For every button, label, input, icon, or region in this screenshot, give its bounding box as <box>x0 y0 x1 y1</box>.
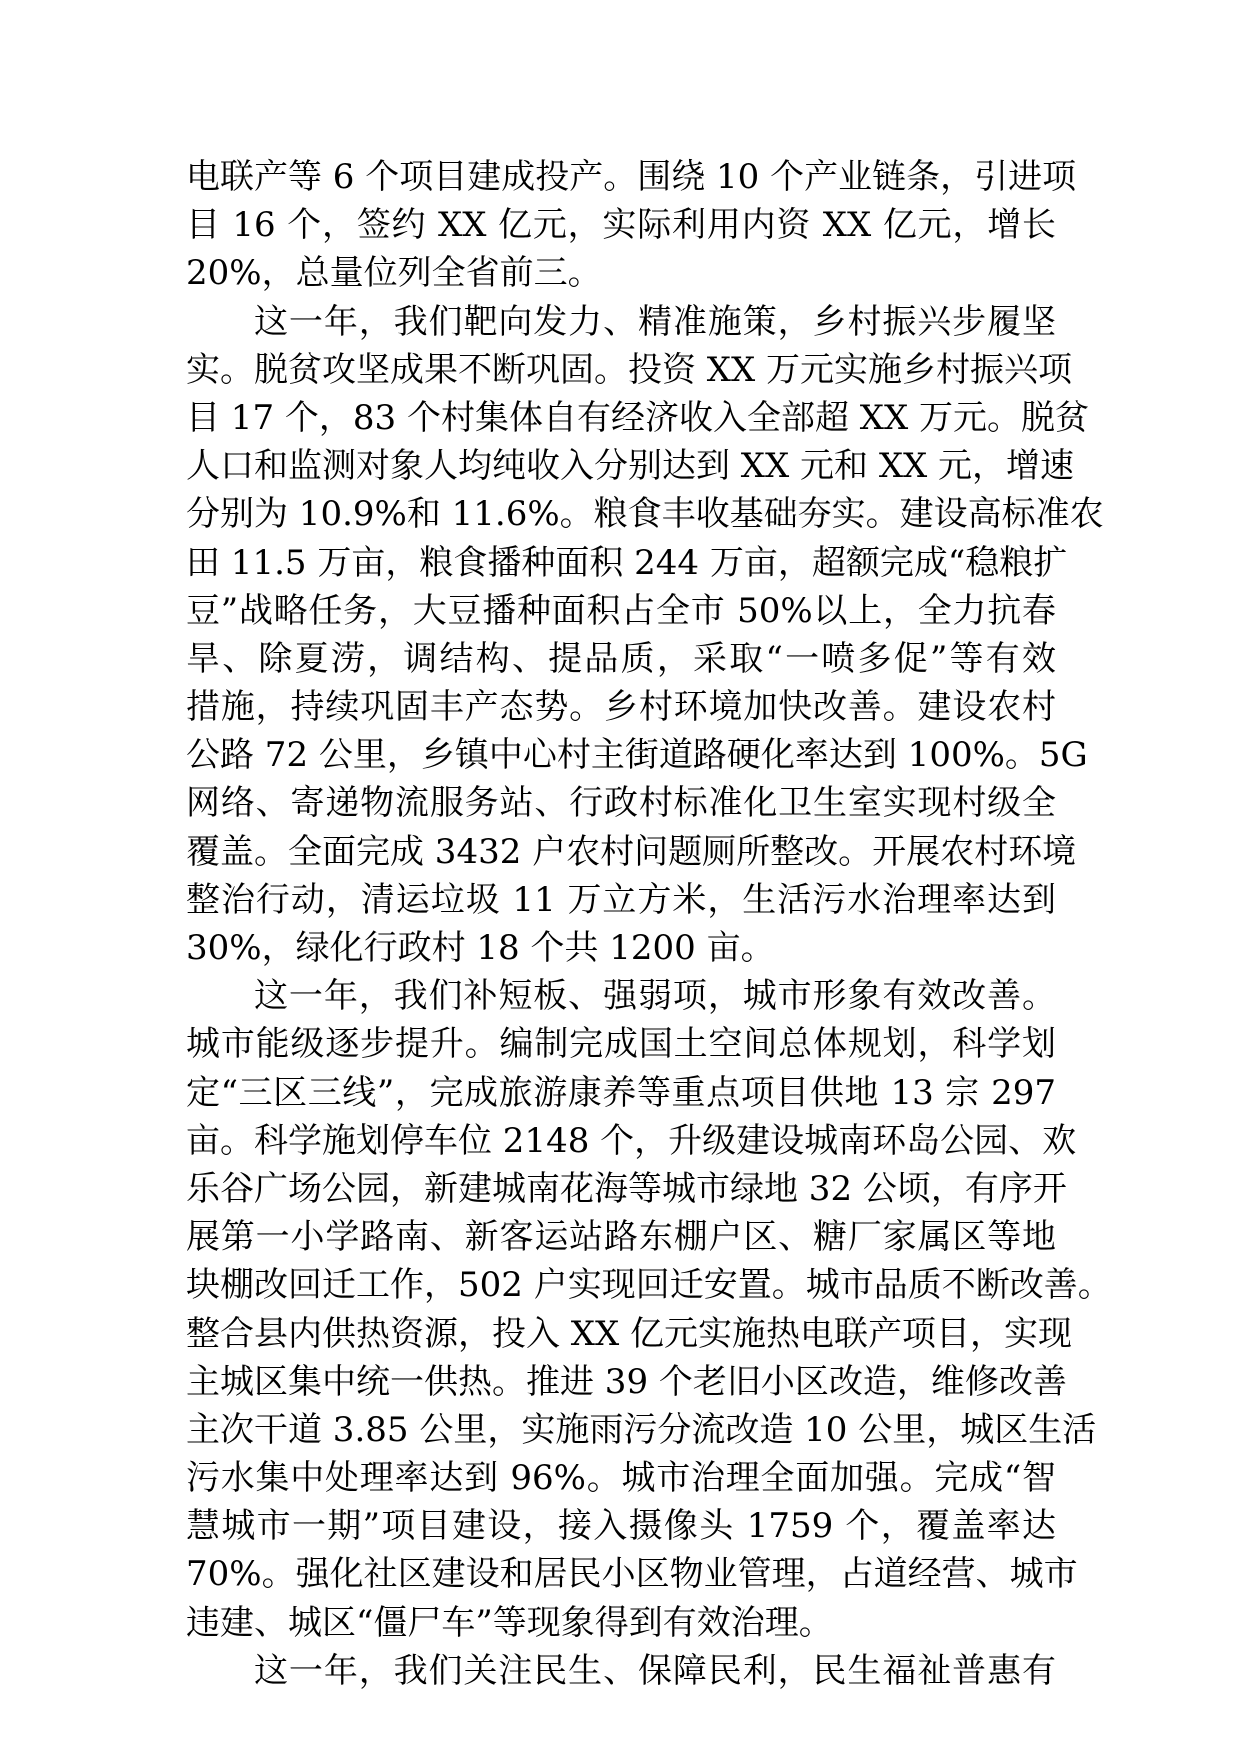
text-line: 网络、寄递物流服务站、行政村标准化卫生室实现村级全 <box>186 783 1056 824</box>
text-line: 覆盖。全面完成 3432 户农村问题厕所整改。开展农村环境 <box>186 831 1077 872</box>
text-line: 70%。强化社区建设和居民小区物业管理，占道经营、城市 <box>186 1554 1078 1595</box>
text-line: 乐谷广场公园，新建城南花海等城市绿地 32 公顷，有序开 <box>186 1168 1067 1209</box>
text-line: 定“三区三线”，完成旅游康养等重点项目供地 13 宗 297 <box>186 1072 1056 1113</box>
text-line: 措施，持续巩固丰产态势。乡村环境加快改善。建设农村 <box>186 687 1056 728</box>
text-line: 污水集中处理率达到 96%。城市治理全面加强。完成“智 <box>186 1458 1056 1499</box>
text-line: 电联产等 6 个项目建成投产。围绕 10 个产业链条，引进项 <box>186 157 1077 197</box>
document-body <box>186 153 1112 1695</box>
text-line: 旱、除夏涝，调结构、提品质，采取“一喷多促”等有效 <box>186 638 1056 679</box>
text-line: 目 17 个，83 个村集体自有经济收入全部超 XX 万元。脱贫 <box>186 397 1089 438</box>
text-line: 整合县内供热资源，投入 XX 亿元实施热电联产项目，实现 <box>186 1313 1073 1354</box>
text-line: 30%，绿化行政村 18 个共 1200 亩。 <box>186 928 775 968</box>
text-line: 慧城市一期”项目建设，接入摄像头 1759 个，覆盖率达 <box>186 1506 1056 1547</box>
text-line: 亩。科学施划停车位 2148 个，升级建设城南环岛公园、欢 <box>186 1120 1077 1161</box>
paragraph-first-line: 这一年，我们补短板、强弱项，城市形象有效改善。 <box>254 976 1056 1017</box>
text-line: 违建、城区“僵尸车”等现象得到有效治理。 <box>186 1602 833 1643</box>
paragraph-first-line: 这一年，我们关注民生、保障民利，民生福祉普惠有 <box>254 1650 1056 1691</box>
paragraph-first-line: 这一年，我们靶向发力、精准施策，乡村振兴步履坚 <box>254 301 1056 342</box>
text-line: 实。脱贫攻坚成果不断巩固。投资 XX 万元实施乡村振兴项 <box>186 349 1073 390</box>
text-line: 豆”战略任务，大豆播种面积占全市 50%以上，全力抗春 <box>186 590 1056 631</box>
text-line: 主次干道 3.85 公里，实施雨污分流改造 10 公里，城区生活 <box>186 1409 1097 1450</box>
text-line: 公路 72 公里，乡镇中心村主街道路硬化率达到 100%。5G <box>186 735 1088 776</box>
text-line: 20%，总量位列全省前三。 <box>186 253 602 294</box>
text-line: 展第一小学路南、新客运站路东棚户区、糖厂家属区等地 <box>186 1217 1056 1258</box>
text-line: 整治行动，清运垃圾 11 万立方米，生活污水治理率达到 <box>186 879 1056 920</box>
text-line: 城市能级逐步提升。编制完成国土空间总体规划，科学划 <box>186 1024 1056 1065</box>
text-line: 主城区集中统一供热。推进 39 个老旧小区改造，维修改善 <box>186 1361 1067 1402</box>
text-line: 块棚改回迁工作，502 户实现回迁安置。城市品质不断改善。 <box>186 1265 1112 1306</box>
text-line: 目 16 个，签约 XX 亿元，实际利用内资 XX 亿元，增长 <box>186 205 1056 246</box>
text-line: 田 11.5 万亩，粮食播种面积 244 万亩，超额完成“稳粮扩 <box>186 542 1068 583</box>
text-line: 人口和监测对象人均纯收入分别达到 XX 元和 XX 元，增速 <box>186 446 1075 487</box>
text-line: 分别为 10.9%和 11.6%。粮食丰收基础夯实。建设高标准农 <box>186 494 1104 535</box>
